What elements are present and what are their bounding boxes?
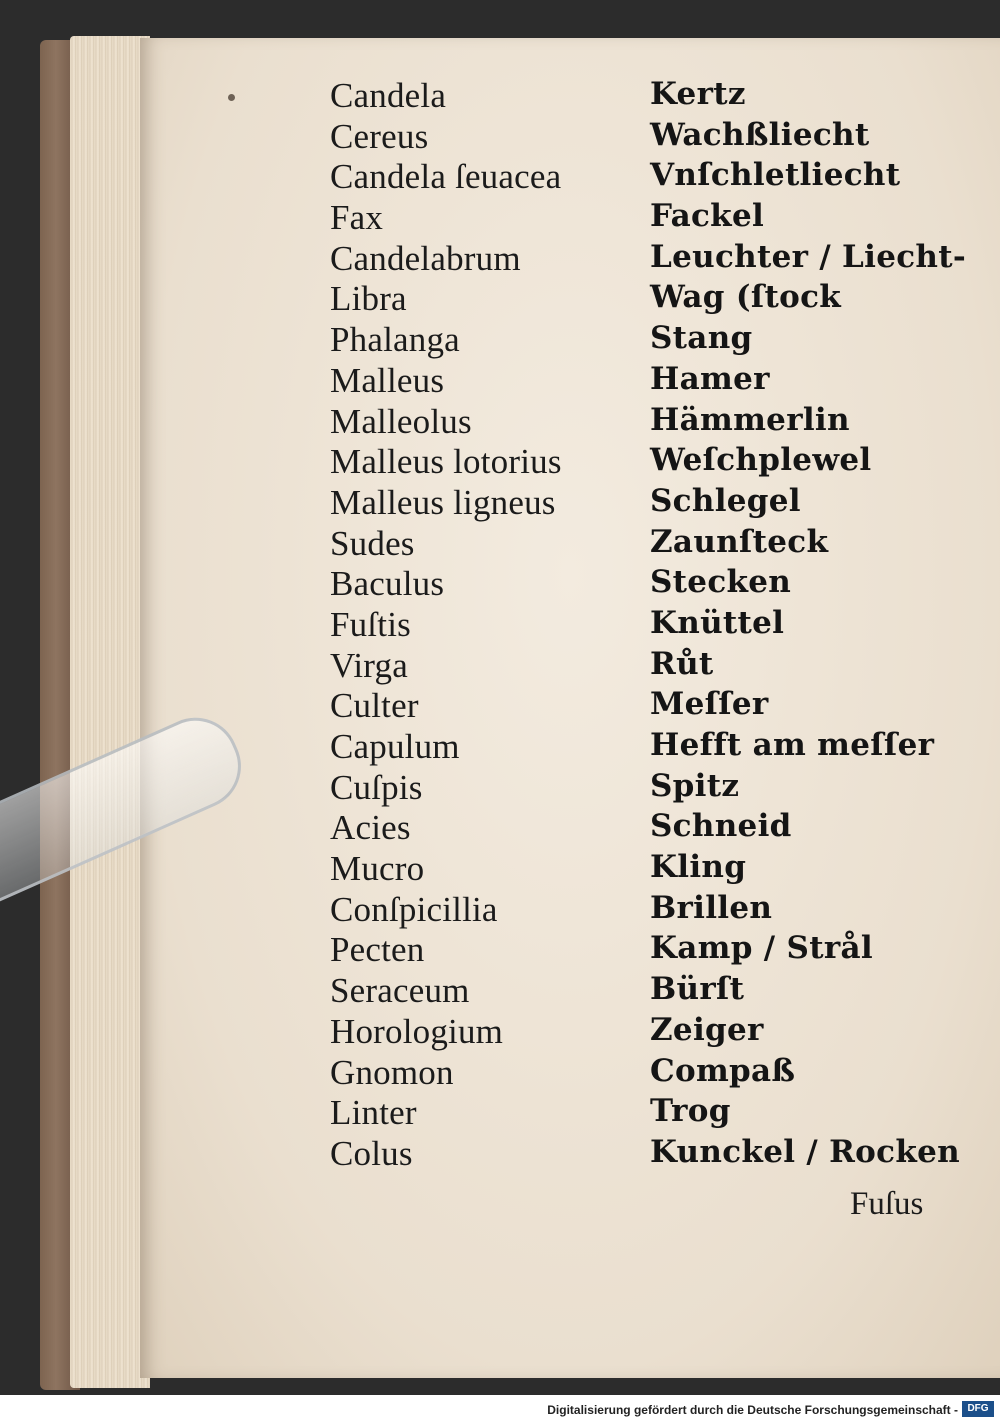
- german-term: Stecken: [650, 564, 792, 601]
- german-term: Weſchplewel: [650, 442, 872, 479]
- german-term: Hämmerlin: [650, 401, 850, 438]
- catchword: Fuſus: [850, 1186, 924, 1222]
- german-term: Vnſchletliecht: [650, 157, 901, 194]
- vocabulary-entry: [330, 279, 970, 320]
- german-term: Fackel: [650, 198, 765, 235]
- latin-term: Pecten: [330, 930, 425, 970]
- vocabulary-entry: [330, 198, 970, 239]
- german-term: Kling: [650, 849, 747, 886]
- vocabulary-entry: [330, 564, 970, 605]
- latin-term: Fuſtis: [330, 604, 411, 644]
- german-term: Stang: [650, 320, 753, 357]
- latin-term: Candela ſeuacea: [330, 157, 562, 197]
- vocabulary-entry: [330, 686, 970, 727]
- german-term: Kunckel / Rocken: [650, 1133, 960, 1170]
- german-term: Meſſer: [650, 686, 769, 723]
- latin-term: Colus: [330, 1133, 413, 1173]
- german-term: Hamer: [650, 360, 770, 397]
- latin-term: Fax: [330, 198, 384, 238]
- latin-term: Conſpicillia: [330, 889, 498, 929]
- vocabulary-entry: [330, 361, 970, 402]
- vocabulary-entry: [330, 768, 970, 809]
- latin-term: Capulum: [330, 727, 460, 766]
- german-term: Spitz: [650, 767, 740, 804]
- vocabulary-entry: [330, 930, 970, 971]
- vocabulary-entry: [330, 402, 970, 443]
- german-term: Růt: [650, 645, 714, 682]
- vocabulary-entry: [330, 971, 970, 1012]
- vocabulary-entry: [330, 483, 970, 524]
- german-term: Brillen: [650, 889, 773, 926]
- latin-term: Malleus: [330, 360, 445, 400]
- german-term: Leuchter / Liecht-: [650, 238, 967, 275]
- latin-term: Cereus: [330, 116, 429, 156]
- latin-term: Malleolus: [330, 401, 472, 441]
- vocabulary-entry: [330, 117, 970, 158]
- latin-term: Seraceum: [330, 971, 470, 1011]
- latin-term: Mucro: [330, 849, 425, 889]
- vocabulary-entry: [330, 239, 970, 280]
- vocabulary-entry: [330, 524, 970, 565]
- german-term: Kamp / Strål: [650, 930, 873, 967]
- latin-term: Virga: [330, 645, 408, 685]
- latin-term: Sudes: [330, 523, 415, 563]
- german-term: Trog: [650, 1093, 731, 1130]
- german-term: Wag (ſtock: [650, 279, 842, 316]
- footer-bar: [0, 1395, 1000, 1425]
- german-term: Wachßliecht: [650, 116, 870, 153]
- vocabulary-entry: [330, 442, 970, 483]
- footer-credit: Digitalisierung gefördert durch die Deutsche Forschungsgemeinschaft -: [547, 1403, 958, 1417]
- ink-speck: [228, 94, 235, 101]
- latin-term: Gnomon: [330, 1052, 454, 1092]
- latin-term: Horologium: [330, 1011, 504, 1051]
- vocabulary-entry: [330, 727, 970, 768]
- german-term: Zaunſteck: [650, 523, 829, 560]
- latin-term: Phalanga: [330, 320, 460, 360]
- latin-term: Linter: [330, 1093, 417, 1133]
- vocabulary-entry: [330, 1012, 970, 1053]
- german-term: Schneid: [650, 808, 792, 845]
- latin-term: Libra: [330, 279, 407, 319]
- latin-term: Baculus: [330, 564, 445, 604]
- vocabulary-entry: [330, 808, 970, 849]
- vocabulary-entry: [330, 157, 970, 198]
- vocabulary-entry: [330, 646, 970, 687]
- latin-term: Malleus lotorius: [330, 442, 562, 482]
- latin-term: Culter: [330, 686, 419, 726]
- latin-term: Candelabrum: [330, 238, 521, 278]
- german-term: Kertz: [650, 76, 746, 112]
- vocabulary-list: [330, 76, 970, 1175]
- latin-term: Malleus ligneus: [330, 482, 556, 522]
- german-term: Schlegel: [650, 482, 801, 519]
- vocabulary-entry: [330, 1053, 970, 1094]
- german-term: Knüttel: [650, 604, 785, 641]
- german-term: Compaß: [650, 1052, 796, 1089]
- latin-term: Candela: [330, 76, 447, 115]
- latin-term: Acies: [330, 808, 411, 848]
- dfg-logo-icon: DFG: [962, 1401, 994, 1417]
- page-stack-edges: [70, 36, 150, 1388]
- vocabulary-entry: [330, 605, 970, 646]
- vocabulary-entry: [330, 890, 970, 931]
- vocabulary-entry: [330, 1093, 970, 1134]
- vocabulary-entry: [330, 320, 970, 361]
- vocabulary-entry: [330, 76, 970, 117]
- german-term: Hefft am meſſer: [650, 727, 935, 763]
- german-term: Bürſt: [650, 971, 745, 1008]
- vocabulary-entry: [330, 1134, 970, 1175]
- german-term: Zeiger: [650, 1011, 764, 1048]
- vocabulary-entry: [330, 849, 970, 890]
- latin-term: Cuſpis: [330, 767, 423, 807]
